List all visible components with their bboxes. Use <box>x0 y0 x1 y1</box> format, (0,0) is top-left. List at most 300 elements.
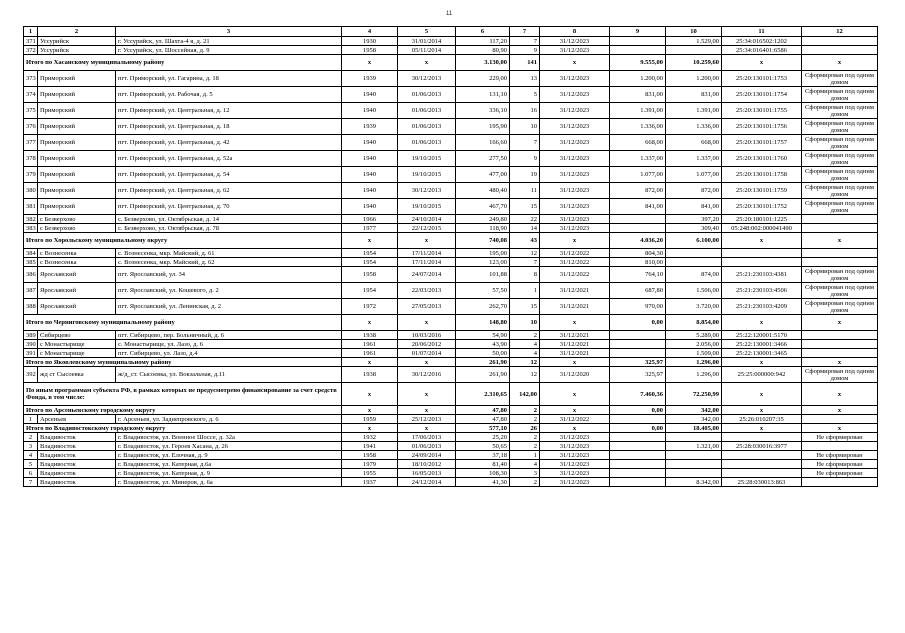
residents-cell: 7 <box>510 37 540 46</box>
cost-cell: 1.391,00 <box>610 103 666 119</box>
area-cell: 37,18 <box>456 451 510 460</box>
cost-cell: 872,00 <box>610 183 666 199</box>
land-status-cell: Сформирован под одним домом <box>802 283 878 299</box>
address-cell: пгт. Приморский, ул. Рабочая, д. 5 <box>116 87 342 103</box>
address-cell: пгт. Сибирцево, ул. Лазо, д.4 <box>116 349 342 358</box>
table-row <box>24 71 878 87</box>
row-number-cell: 383 <box>24 224 38 233</box>
year-built-cell: 1938 <box>342 331 398 340</box>
resettlement-date-cell: 31/12/2021 <box>540 299 610 315</box>
year-built-cell: 1938 <box>342 367 398 383</box>
cost-total-cell <box>666 249 722 258</box>
resettlement-date-cell: 31/12/2023 <box>540 167 610 183</box>
subtotal-cell: 12 <box>510 358 540 367</box>
cadastral-number-cell: 25:22:130001:3466 <box>722 340 802 349</box>
land-status-cell <box>802 249 878 258</box>
subtotal-cell: x <box>802 424 878 433</box>
land-status-cell: Сформирован под одним домом <box>802 151 878 167</box>
subtotal-cell: x <box>398 55 456 71</box>
locality-cell: Приморский <box>38 87 116 103</box>
cost-total-cell: 1.200,00 <box>666 71 722 87</box>
cadastral-number-cell: 25:20:130101:1757 <box>722 135 802 151</box>
cost-cell <box>610 415 666 424</box>
cadastral-number-cell <box>722 433 802 442</box>
subtotal-label: Итого по Черниговскому муниципальному району <box>24 315 342 331</box>
residents-cell: 8 <box>510 267 540 283</box>
locality-cell: Приморский <box>38 199 116 215</box>
residents-cell: 9 <box>510 151 540 167</box>
locality-cell: жд ст Сысоевка <box>38 367 116 383</box>
year-built-cell: 1958 <box>342 46 398 55</box>
table-row <box>24 283 878 299</box>
address-cell: пгт. Приморский, ул. Центральная, д. 70 <box>116 199 342 215</box>
recognition-date-cell: 19/10/2015 <box>398 151 456 167</box>
subtotal-row <box>24 383 878 406</box>
year-built-cell: 1940 <box>342 167 398 183</box>
subtotal-cell: x <box>342 233 398 249</box>
row-number-cell: 7 <box>24 478 38 487</box>
subtotal-cell: x <box>722 315 802 331</box>
resettlement-date-cell: 31/12/2023 <box>540 469 610 478</box>
subtotal-cell: 8.854,00 <box>666 315 722 331</box>
recognition-date-cell: 01/06/2013 <box>398 119 456 135</box>
subtotal-cell: 325,97 <box>610 358 666 367</box>
subtotal-cell: x <box>398 358 456 367</box>
land-status-cell <box>802 442 878 451</box>
table-body <box>24 27 878 487</box>
year-built-cell: 1954 <box>342 249 398 258</box>
year-built-cell: 1930 <box>342 37 398 46</box>
land-status-cell: Сформирован под одним домом <box>802 103 878 119</box>
table-row <box>24 215 878 224</box>
residents-cell: 4 <box>510 460 540 469</box>
year-built-cell: 1940 <box>342 87 398 103</box>
subtotal-cell: x <box>540 424 610 433</box>
locality-cell: Ярославский <box>38 283 116 299</box>
subtotal-row <box>24 358 878 367</box>
subtotal-cell: x <box>398 424 456 433</box>
land-status-cell: Не сформирован <box>802 451 878 460</box>
table-row <box>24 267 878 283</box>
subtotal-cell: x <box>802 55 878 71</box>
cadastral-number-cell: 25:20:130101:1758 <box>722 167 802 183</box>
address-cell: г. Владивосток, ул. Военное Шоссе, д. 32а <box>116 433 342 442</box>
cost-cell <box>610 460 666 469</box>
subtotal-cell: 261,90 <box>456 358 510 367</box>
year-built-cell: 1955 <box>342 469 398 478</box>
land-status-cell: Не сформирован <box>802 469 878 478</box>
cadastral-number-cell: 25:20:130101:1756 <box>722 119 802 135</box>
subtotal-cell: x <box>722 233 802 249</box>
resettlement-date-cell: 31/12/2023 <box>540 451 610 460</box>
land-status-cell <box>802 224 878 233</box>
table-row <box>24 119 878 135</box>
column-header: 2 <box>38 27 116 37</box>
cost-cell <box>610 37 666 46</box>
recognition-date-cell: 25/12/2013 <box>398 415 456 424</box>
resettlement-date-cell: 31/12/2023 <box>540 478 610 487</box>
cost-cell <box>610 340 666 349</box>
area-cell: 80,90 <box>456 46 510 55</box>
cadastral-number-cell: 25:25:000000:942 <box>722 367 802 383</box>
residents-cell: 9 <box>510 46 540 55</box>
cadastral-number-cell <box>722 469 802 478</box>
cost-total-cell <box>666 46 722 55</box>
subtotal-cell: 0,00 <box>610 406 666 415</box>
cost-total-cell <box>666 451 722 460</box>
cost-cell <box>610 442 666 451</box>
area-cell: 195,90 <box>456 119 510 135</box>
column-header: 1 <box>24 27 38 37</box>
year-built-cell: 1977 <box>342 224 398 233</box>
cost-cell: 831,00 <box>610 87 666 103</box>
resettlement-date-cell: 31/12/2023 <box>540 119 610 135</box>
residents-cell: 12 <box>510 367 540 383</box>
area-cell: 50,00 <box>456 349 510 358</box>
locality-cell: Уссурийск <box>38 46 116 55</box>
row-number-cell: 4 <box>24 451 38 460</box>
cost-cell: 1.200,00 <box>610 71 666 87</box>
subtotal-cell: x <box>722 383 802 406</box>
resettlement-date-cell: 31/12/2023 <box>540 46 610 55</box>
address-cell: пгт. Приморский, ул. Центральная, д. 42 <box>116 135 342 151</box>
land-status-cell <box>802 415 878 424</box>
year-built-cell: 1937 <box>342 478 398 487</box>
area-cell: 467,70 <box>456 199 510 215</box>
cost-total-cell: 1.506,00 <box>666 283 722 299</box>
column-header: 6 <box>456 27 510 37</box>
land-status-cell: Сформирован под одним домом <box>802 183 878 199</box>
area-cell: 41,30 <box>456 478 510 487</box>
subtotal-label: Итого по Хасанскому муниципальному району <box>24 55 342 71</box>
recognition-date-cell: 24/09/2014 <box>398 451 456 460</box>
table-row <box>24 183 878 199</box>
page-number: 11 <box>446 11 453 17</box>
area-cell: 277,50 <box>456 151 510 167</box>
resettlement-date-cell: 31/12/2023 <box>540 135 610 151</box>
subtotal-row <box>24 424 878 433</box>
land-status-cell <box>802 258 878 267</box>
recognition-date-cell: 30/12/2016 <box>398 367 456 383</box>
column-header: 11 <box>722 27 802 37</box>
housing-register-table <box>23 26 878 487</box>
locality-cell: с Монастырище <box>38 340 116 349</box>
row-number-cell: 376 <box>24 119 38 135</box>
row-number-cell: 392 <box>24 367 38 383</box>
cadastral-number-cell: 25:28:030016:3977 <box>722 442 802 451</box>
area-cell: 229,00 <box>456 71 510 87</box>
cost-cell <box>610 224 666 233</box>
address-cell: пгт. Приморский, ул. Центральная, д. 52а <box>116 151 342 167</box>
table-row <box>24 199 878 215</box>
column-header: 9 <box>610 27 666 37</box>
subtotal-label: Итого по Арсеньевскому городскому округу <box>24 406 342 415</box>
row-number-cell: 385 <box>24 258 38 267</box>
year-built-cell: 1959 <box>342 415 398 424</box>
subtotal-cell: 4.036,20 <box>610 233 666 249</box>
area-cell: 249,80 <box>456 215 510 224</box>
table-row <box>24 151 878 167</box>
subtotal-cell: x <box>540 315 610 331</box>
subtotal-cell: x <box>342 55 398 71</box>
subtotal-row <box>24 406 878 415</box>
column-header: 4 <box>342 27 398 37</box>
area-cell: 108,30 <box>456 469 510 478</box>
cost-cell: 970,00 <box>610 299 666 315</box>
recognition-date-cell: 22/03/2013 <box>398 283 456 299</box>
locality-cell: Владивосток <box>38 433 116 442</box>
address-cell: г. Уссурийск, ул. Шоссейная, д. 9 <box>116 46 342 55</box>
area-cell: 50,65 <box>456 442 510 451</box>
cost-cell <box>610 478 666 487</box>
land-status-cell: Сформирован под одним домом <box>802 299 878 315</box>
subtotal-cell: x <box>540 406 610 415</box>
recognition-date-cell: 30/12/2013 <box>398 71 456 87</box>
cadastral-number-cell: 25:21:230103:4209 <box>722 299 802 315</box>
recognition-date-cell: 16/05/2013 <box>398 469 456 478</box>
subtotal-cell: x <box>342 424 398 433</box>
residents-cell: 15 <box>510 299 540 315</box>
recognition-date-cell: 19/10/2015 <box>398 167 456 183</box>
row-number-cell: 6 <box>24 469 38 478</box>
subtotal-label: Итого по Владивостокскому городскому округу <box>24 424 342 433</box>
land-status-cell <box>802 331 878 340</box>
cost-total-cell: 5.289,00 <box>666 331 722 340</box>
recognition-date-cell: 01/06/2013 <box>398 87 456 103</box>
subtotal-cell: x <box>722 55 802 71</box>
subtotal-cell: x <box>540 233 610 249</box>
cost-cell <box>610 46 666 55</box>
resettlement-date-cell: 31/12/2023 <box>540 199 610 215</box>
cadastral-number-cell: 25:20:130101:1753 <box>722 71 802 87</box>
residents-cell: 13 <box>510 71 540 87</box>
row-number-cell: 390 <box>24 340 38 349</box>
year-built-cell: 1979 <box>342 460 398 469</box>
row-number-cell: 371 <box>24 37 38 46</box>
land-status-cell: Сформирован под одним домом <box>802 167 878 183</box>
table-row <box>24 478 878 487</box>
locality-cell: Владивосток <box>38 478 116 487</box>
locality-cell: Приморский <box>38 103 116 119</box>
row-number-cell: 375 <box>24 103 38 119</box>
area-cell: 336,10 <box>456 103 510 119</box>
locality-cell: Приморский <box>38 167 116 183</box>
cost-total-cell: 841,00 <box>666 199 722 215</box>
resettlement-date-cell: 31/12/2022 <box>540 258 610 267</box>
subtotal-cell: 10.259,60 <box>666 55 722 71</box>
cost-cell: 1.337,00 <box>610 151 666 167</box>
resettlement-date-cell: 31/12/2021 <box>540 283 610 299</box>
subtotal-label: Итого по Хорольскому муниципальному округу <box>24 233 342 249</box>
resettlement-date-cell: 31/12/2021 <box>540 331 610 340</box>
residents-cell: 11 <box>510 183 540 199</box>
cost-cell: 325,97 <box>610 367 666 383</box>
year-built-cell: 1954 <box>342 258 398 267</box>
subtotal-cell: x <box>398 383 456 406</box>
locality-cell: с Вознесенка <box>38 249 116 258</box>
cost-cell: 1.336,00 <box>610 119 666 135</box>
area-cell: 261,90 <box>456 367 510 383</box>
year-built-cell: 1958 <box>342 451 398 460</box>
residents-cell: 15 <box>510 199 540 215</box>
recognition-date-cell: 30/12/2013 <box>398 183 456 199</box>
address-cell: пгт. Ярославский, ул. 34 <box>116 267 342 283</box>
residents-cell: 7 <box>510 135 540 151</box>
subtotal-cell: 740,08 <box>456 233 510 249</box>
cadastral-number-cell: 25:28:030013:863 <box>722 478 802 487</box>
cost-total-cell: 342,00 <box>666 415 722 424</box>
cadastral-number-cell: 25:20:130101:1759 <box>722 183 802 199</box>
address-cell: пгт. Приморский, ул. Центральная, д. 62 <box>116 183 342 199</box>
column-header: 10 <box>666 27 722 37</box>
cadastral-number-cell: 25:20:130101:1755 <box>722 103 802 119</box>
locality-cell: Владивосток <box>38 460 116 469</box>
cost-cell: 668,00 <box>610 135 666 151</box>
residents-cell: 2 <box>510 331 540 340</box>
recognition-date-cell: 10/03/2016 <box>398 331 456 340</box>
table-row <box>24 167 878 183</box>
subtotal-cell: 18.405,00 <box>666 424 722 433</box>
locality-cell: с Вознесенка <box>38 258 116 267</box>
subtotal-cell: x <box>540 55 610 71</box>
cadastral-number-cell: 25:20:130101:1754 <box>722 87 802 103</box>
resettlement-date-cell: 31/12/2023 <box>540 215 610 224</box>
year-built-cell: 1958 <box>342 267 398 283</box>
year-built-cell: 1940 <box>342 135 398 151</box>
subtotal-cell: x <box>398 233 456 249</box>
address-cell: г. Владивосток, ул. Минеров, д. 6а <box>116 478 342 487</box>
cost-cell: 810,00 <box>610 258 666 267</box>
row-number-cell: 389 <box>24 331 38 340</box>
subtotal-label: Итого по Яковлевскому муниципальному району <box>24 358 342 367</box>
subtotal-cell: x <box>540 383 610 406</box>
locality-cell: Ярославский <box>38 267 116 283</box>
address-cell: с. Безверхово, ул. Октябрьская, д. 78 <box>116 224 342 233</box>
cadastral-number-cell: 25:34:016401:6586 <box>722 46 802 55</box>
resettlement-date-cell: 31/12/2020 <box>540 367 610 383</box>
subtotal-cell: x <box>722 358 802 367</box>
address-cell: с. Вознесенка, мкр. Майский, д. 62 <box>116 258 342 267</box>
cost-total-cell: 872,00 <box>666 183 722 199</box>
recognition-date-cell: 22/12/2015 <box>398 224 456 233</box>
cost-cell: 1.077,00 <box>610 167 666 183</box>
row-number-cell: 380 <box>24 183 38 199</box>
residents-cell: 5 <box>510 87 540 103</box>
cost-total-cell <box>666 460 722 469</box>
recognition-date-cell: 01/06/2013 <box>398 442 456 451</box>
cadastral-number-cell: 25:20:130101:1760 <box>722 151 802 167</box>
subtotal-cell: 0,00 <box>610 315 666 331</box>
address-cell: пгт. Ярославский, ул. Ленинская, д. 2 <box>116 299 342 315</box>
address-cell: с. Безверхово, ул. Октябрьская, д. 14 <box>116 215 342 224</box>
land-status-cell: Сформирован под одним домом <box>802 367 878 383</box>
year-built-cell: 1940 <box>342 199 398 215</box>
locality-cell: Владивосток <box>38 442 116 451</box>
year-built-cell: 1941 <box>342 442 398 451</box>
subtotal-cell: 2 <box>510 406 540 415</box>
subtotal-cell: x <box>342 406 398 415</box>
residents-cell: 2 <box>510 478 540 487</box>
land-status-cell: Не сформирован <box>802 433 878 442</box>
resettlement-date-cell: 31/12/2022 <box>540 249 610 258</box>
subtotal-cell: x <box>802 383 878 406</box>
cost-total-cell: 1.391,00 <box>666 103 722 119</box>
locality-cell: Ярославский <box>38 299 116 315</box>
column-header: 8 <box>540 27 610 37</box>
recognition-date-cell: 31/01/2014 <box>398 37 456 46</box>
table-row <box>24 433 878 442</box>
row-number-cell: 377 <box>24 135 38 151</box>
table-row <box>24 299 878 315</box>
row-number-cell: 382 <box>24 215 38 224</box>
recognition-date-cell: 20/06/2012 <box>398 340 456 349</box>
locality-cell: с Безверхово <box>38 215 116 224</box>
area-cell: 54,90 <box>456 331 510 340</box>
table-row <box>24 349 878 358</box>
table-row <box>24 249 878 258</box>
cadastral-number-cell <box>722 451 802 460</box>
subtotal-cell: x <box>342 358 398 367</box>
cost-total-cell: 1.321,00 <box>666 442 722 451</box>
row-number-cell: 372 <box>24 46 38 55</box>
resettlement-date-cell: 31/12/2023 <box>540 433 610 442</box>
recognition-date-cell: 01/06/2013 <box>398 135 456 151</box>
cost-cell <box>610 451 666 460</box>
recognition-date-cell: 17/06/2013 <box>398 433 456 442</box>
area-cell: 477,00 <box>456 167 510 183</box>
year-built-cell: 1940 <box>342 151 398 167</box>
residents-cell: 2 <box>510 415 540 424</box>
address-cell: пгт. Приморский, ул. Центральная, д. 54 <box>116 167 342 183</box>
residents-cell: 19 <box>510 167 540 183</box>
locality-cell: Приморский <box>38 119 116 135</box>
cost-total-cell: 397,20 <box>666 215 722 224</box>
address-cell: пгт. Приморский, ул. Центральная, д. 12 <box>116 103 342 119</box>
residents-cell: 1 <box>510 451 540 460</box>
table-row <box>24 331 878 340</box>
recognition-date-cell: 24/12/2014 <box>398 478 456 487</box>
residents-cell: 1 <box>510 283 540 299</box>
area-cell: 166,60 <box>456 135 510 151</box>
cost-cell <box>610 215 666 224</box>
resettlement-date-cell: 31/12/2021 <box>540 340 610 349</box>
address-cell: с. Монастырище, ул. Лазо, д. 6 <box>116 340 342 349</box>
subtotal-cell: 9.555,00 <box>610 55 666 71</box>
subtotal-cell: 47,80 <box>456 406 510 415</box>
residents-cell: 2 <box>510 442 540 451</box>
cost-total-cell <box>666 469 722 478</box>
land-status-cell: Сформирован под одним домом <box>802 71 878 87</box>
recognition-date-cell: 01/07/2014 <box>398 349 456 358</box>
recognition-date-cell: 01/06/2013 <box>398 103 456 119</box>
cost-cell <box>610 433 666 442</box>
cost-total-cell: 8.342,00 <box>666 478 722 487</box>
land-status-cell: Сформирован под одним домом <box>802 267 878 283</box>
cadastral-number-cell: 25:21:230103:4381 <box>722 267 802 283</box>
subtotal-cell: x <box>802 233 878 249</box>
cadastral-number-cell: 25:22:130001:3465 <box>722 349 802 358</box>
row-number-cell: 5 <box>24 460 38 469</box>
address-cell: г. Уссурийск, ул. Шахта-4 я, д. 21 <box>116 37 342 46</box>
address-cell: г. Владивосток, ул. Елочная, д. 9 <box>116 451 342 460</box>
subtotal-cell: 10 <box>510 315 540 331</box>
residents-cell: 2 <box>510 433 540 442</box>
subtotal-cell: 26 <box>510 424 540 433</box>
area-cell: 480,40 <box>456 183 510 199</box>
cadastral-number-cell: 25:34:016502:1202 <box>722 37 802 46</box>
subtotal-cell: 43 <box>510 233 540 249</box>
resettlement-date-cell: 31/12/2023 <box>540 71 610 87</box>
